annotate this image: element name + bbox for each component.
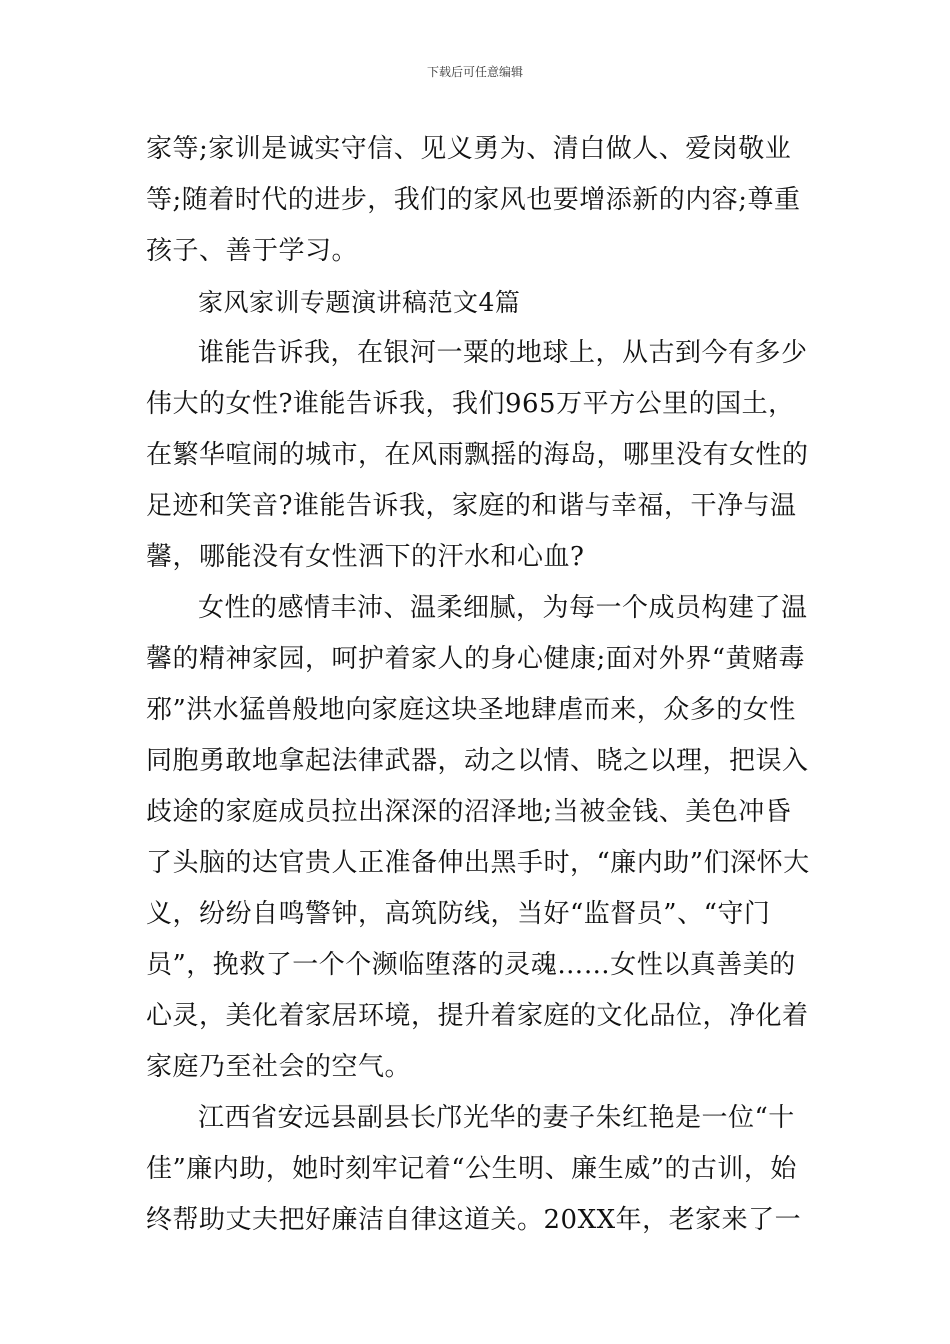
document-body (146, 124, 816, 1246)
section-title: 家风家训专题演讲稿范文4篇 (198, 288, 521, 317)
paragraph: 谁能告诉我，在银河一粟的地球上，从古到今有多少伟大的女性?谁能告诉我，我们965万平方公里的国土，在繁华喧闹的城市，在风雨飘摇的海岛，哪里没有女性的足迹和笑音?谁能告诉我，家庭的和谐与幸福，干净与温馨，哪能没有女性洒下的汗水和心血? (146, 338, 809, 572)
page-header-note: 下载后可任意编辑 (426, 65, 523, 79)
paragraph: 江西省安远县副县长邝光华的妻子朱红艳是一位“十佳”廉内助，她时刻牢记着“公生明、廉生威”的古训，始终帮助丈夫把好廉洁自律这道关。20XX年，老家来了一 (146, 1103, 802, 1235)
paragraph-continued: 家等;家训是诚实守信、见义勇为、清白做人、爱岗敬业等;随着时代的进步，我们的家风也要增添新的内容;尊重孩子、善于学习。 (146, 134, 801, 266)
paragraph: 女性的感情丰沛、温柔细腻，为每一个成员构建了温馨的精神家园，呵护着家人的身心健康;面对外界“黄赌毒邪”洪水猛兽般地向家庭这块圣地肆虐而来，众多的女性同胞勇敢地拿起法律武器，动之以情、晓之以理，把误入歧途的家庭成员拉出深深的沼泽地;当被金钱、美色冲昏了头脑的达官贵人正准备伸出黑手时，“廉内助”们深怀大义，纷纷自鸣警钟，高筑防线，当好“监督员”、“守门员”，挽救了一个个濒临堕落的灵魂……女性以真善美的心灵，美化着家居环境，提升着家庭的文化品位，净化着家庭乃至社会的空气。 (146, 593, 810, 1082)
